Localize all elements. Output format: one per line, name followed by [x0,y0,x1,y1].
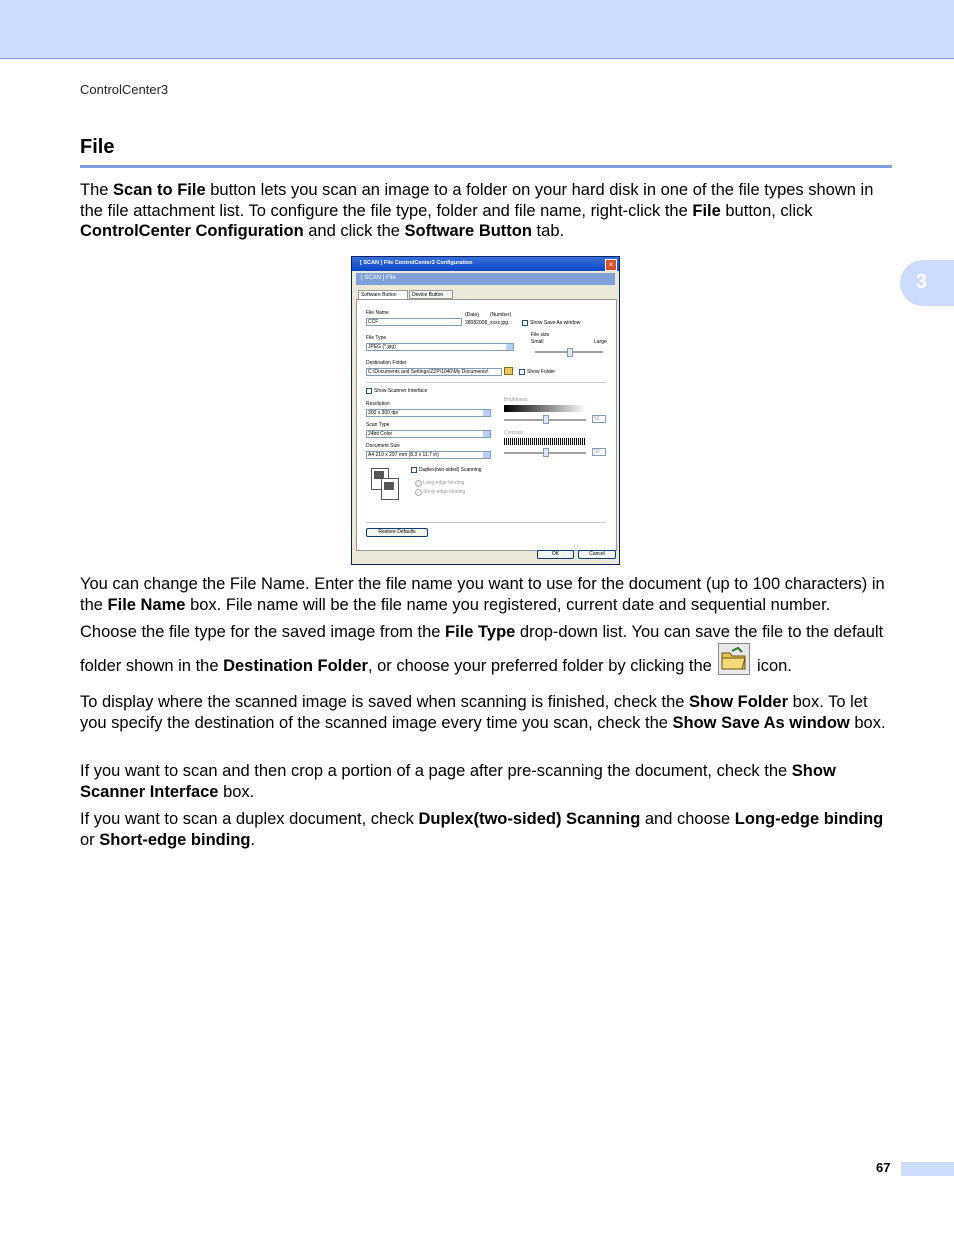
tab-software-button[interactable]: Software Button [358,290,408,299]
duplex-label: Duplex(two-sided) Scanning [419,467,482,473]
cancel-button[interactable]: Cancel [578,550,616,559]
resolution-label: Resolution [366,401,390,407]
tab-device-button[interactable]: Device Button [409,290,453,299]
long-edge-radio[interactable] [415,480,422,487]
paragraph-duplex: If you want to scan a duplex document, check Duplex(two-sided) Scanning and choose Long-edge binding or Short-edge binding. [80,810,884,849]
file-size-label: File size [531,332,550,338]
document-size-label: Document Size [366,443,400,449]
folder-icon [718,643,750,675]
chapter-number: 3 [916,271,928,293]
show-folder-label: Show Folder [527,369,556,375]
show-scanner-interface-label: Show Scanner Interface [374,388,428,394]
scan-type-select[interactable]: 24bit Color [366,430,491,438]
scan-type-label: Scan Type [366,422,390,428]
file-size-large: Large [594,339,607,345]
file-size-small: Small [531,339,544,345]
config-dialog-screenshot [351,256,620,565]
separator [366,522,606,523]
dialog-header: [ SCAN ] File [356,273,615,285]
folder-icon[interactable] [504,367,513,375]
separator [366,382,606,383]
brightness-label: Brightness [504,397,528,403]
file-type-select[interactable]: JPEG (*.jpg) [366,343,514,351]
show-save-as-checkbox[interactable] [522,320,528,326]
close-icon[interactable]: × [605,259,617,271]
resolution-select[interactable]: 300 x 300 dpi [366,409,491,417]
paragraph-scanner-interface: If you want to scan and then crop a portion of a page after pre-scanning the document, check the Show Scanner Interface box. [80,762,836,801]
dialog-titlebar: [ SCAN ] File ControlCenter3 Configuration × [352,257,619,271]
restore-defaults-button[interactable]: Restore Defaults [366,528,428,537]
chevron-down-icon [483,452,490,458]
chevron-down-icon [483,431,490,437]
contrast-value[interactable]: 50 [592,448,606,456]
chevron-down-icon [483,410,490,416]
chapter-tab [900,260,954,306]
long-edge-label: Long-edge binding [423,480,465,486]
file-size-thumb[interactable] [567,348,573,357]
destination-folder-label: Destination Folder [366,360,407,366]
brightness-gradient [504,405,586,412]
duplex-document-icon [371,468,401,500]
paragraph-file-type: Choose the file type for the saved image from the File Type drop-down list. You can save the file to the default folder shown in the Destination Folder, or choose your preferred folder by clicking the icon. [80,623,884,675]
file-name-input[interactable]: CCF [366,318,462,326]
title-rule [80,165,892,168]
show-folder-checkbox[interactable] [519,369,525,375]
short-edge-label: Short-edge binding [423,489,466,495]
file-name-example: 28082008_xxxx.jpg [465,320,509,326]
contrast-pattern [504,438,586,445]
header-band [0,0,954,59]
footer-bar [901,1162,954,1176]
destination-folder-input[interactable]: C:\Documents and Settings\ZZP\1040\My Documents\ [366,368,502,376]
paragraph-intro: The Scan to File button lets you scan an image to a folder on your hard disk in one of the file types shown in the file attachment list. To configure the file type, folder and file name, right-click the File button, click ControlCenter Configuration and click the Software Button tab. [80,181,874,240]
number-label: (Number) [490,312,512,318]
contrast-thumb[interactable] [543,448,549,457]
document-size-select[interactable]: A4 210 x 297 mm (8.3 x 11.7 in) [366,451,491,459]
duplex-checkbox[interactable] [411,467,417,473]
chevron-down-icon [506,344,513,350]
show-scanner-interface-checkbox[interactable] [366,388,372,394]
brightness-thumb[interactable] [543,415,549,424]
ok-button[interactable]: OK [537,550,574,559]
running-header: ControlCenter3 [80,82,169,97]
file-type-label: File Type [366,335,387,341]
file-name-label: File Name [366,310,389,316]
contrast-label: Contrast [504,430,523,436]
page-number: 67 [876,1160,891,1175]
short-edge-radio[interactable] [415,489,422,496]
dialog-panel [356,299,617,551]
brightness-value[interactable]: 50 [592,415,606,423]
paragraph-file-name: You can change the File Name. Enter the file name you want to use for the document (up to 100 characters) in the File Name box. File name will be the file name you registered, current date and sequential number. [80,575,885,614]
section-title: File [80,136,115,158]
date-label: (Date) [465,312,479,318]
paragraph-show-folder: To display where the scanned image is saved when scanning is finished, check the Show Folder box. To let you specify the destination of the scanned image every time you scan, check the Show Save As window box. [80,693,886,732]
show-save-as-label: Show Save As window [530,320,581,326]
